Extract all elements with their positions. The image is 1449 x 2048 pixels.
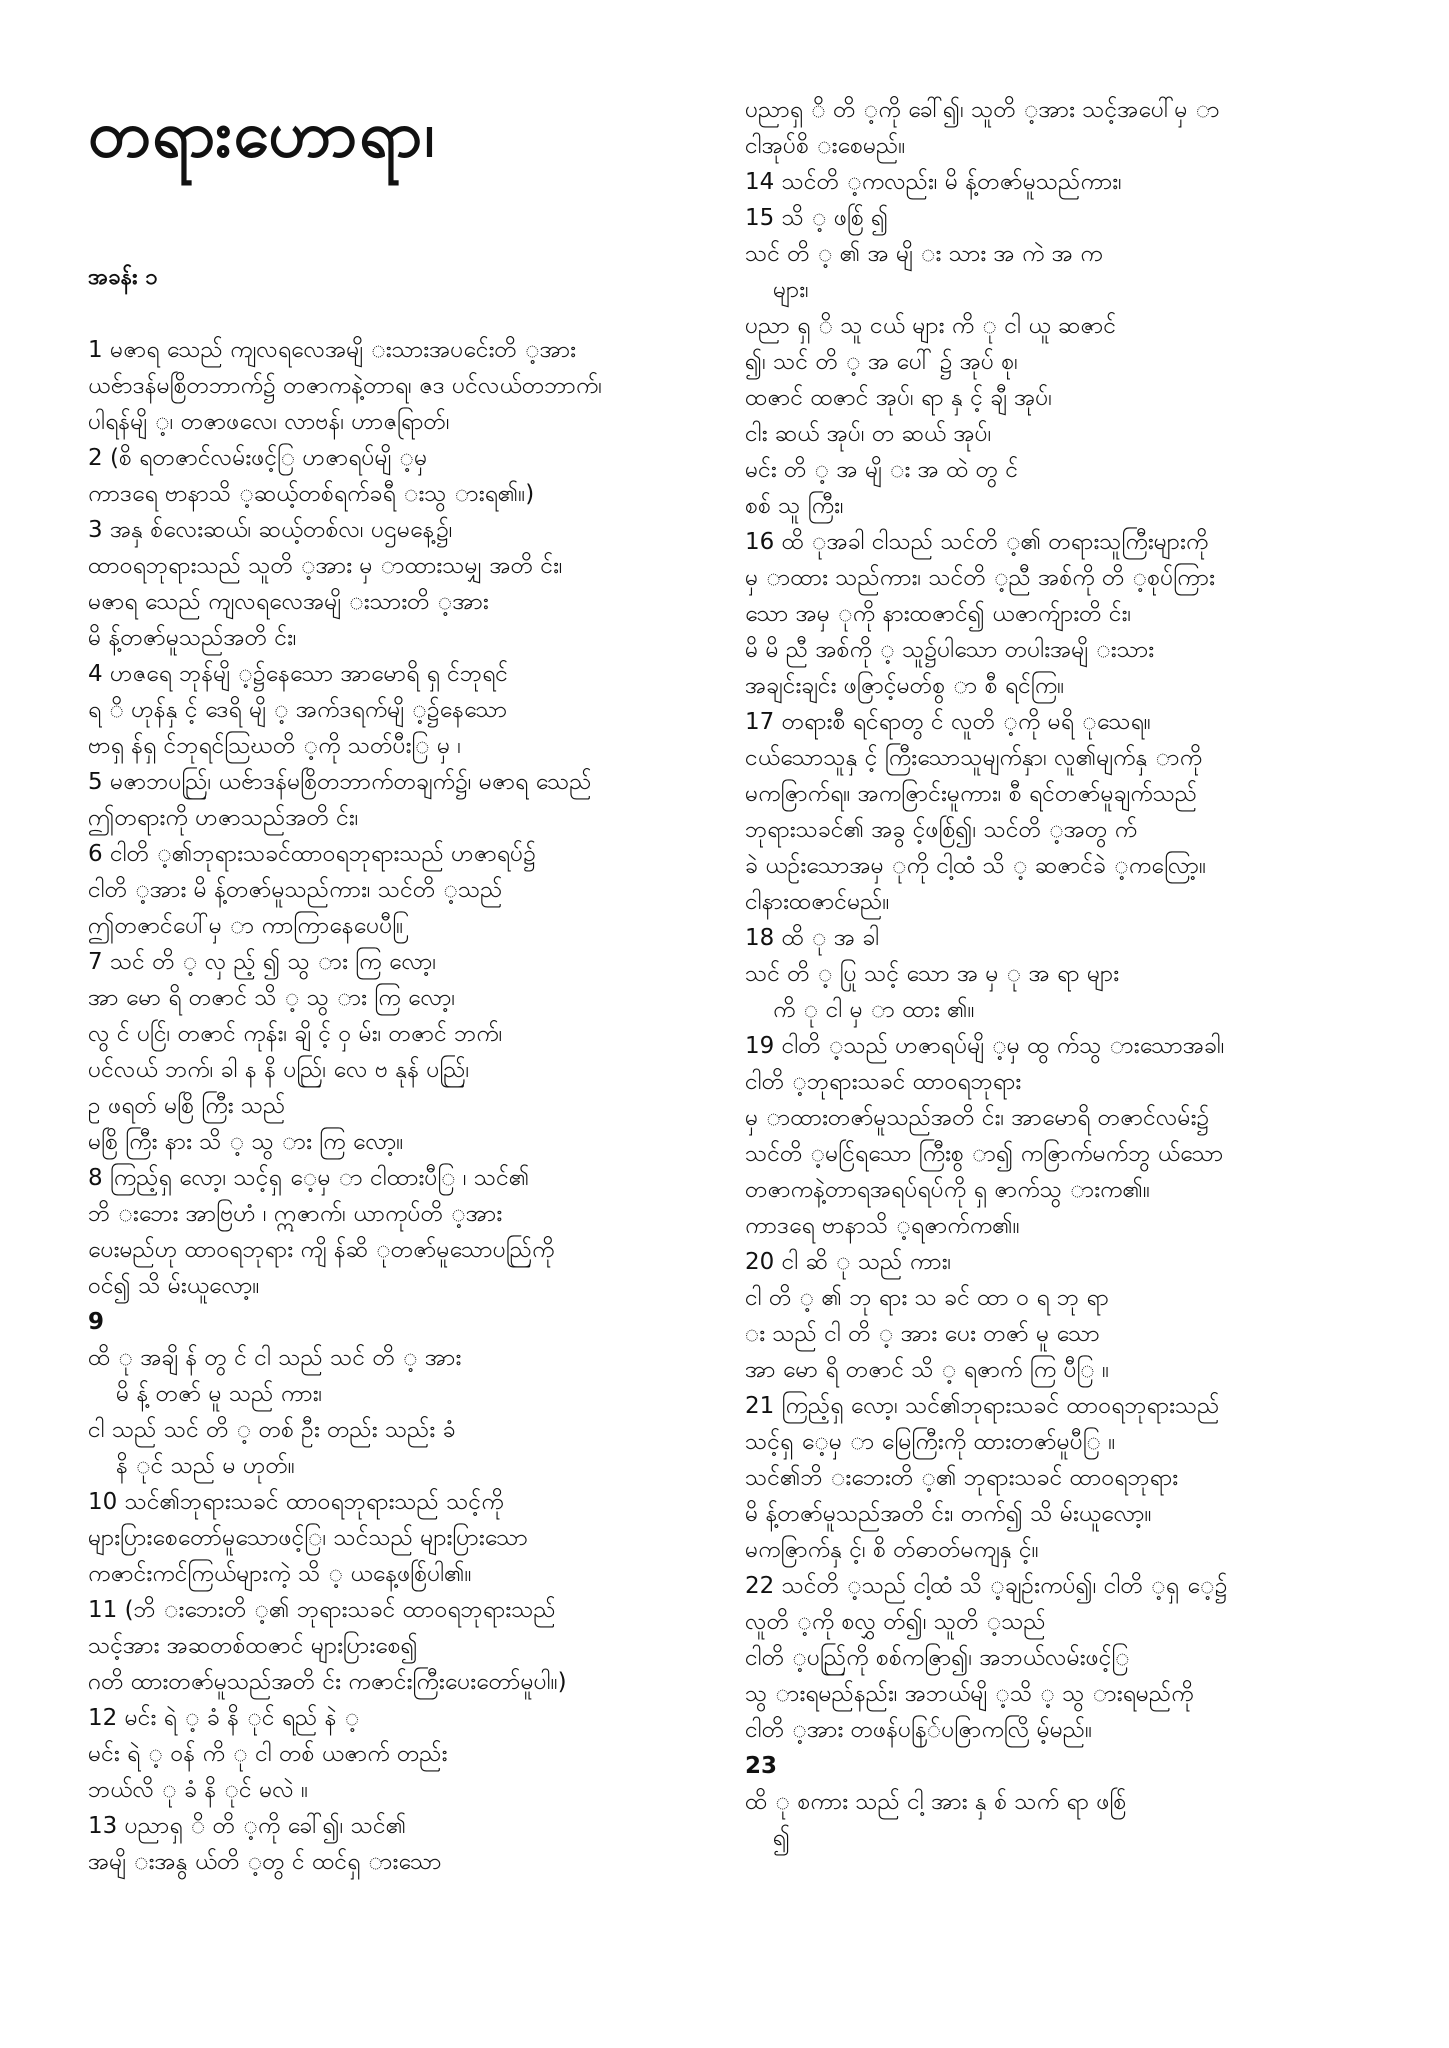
text-line: 6 ငါတိ ့၏ဘုရားသခင်ထာဝရဘုရားသည် ဟဇာရပ်၌ bbox=[88, 841, 536, 867]
text-line: 14 သင်တိ ့ကလည်း၊ မိ န့်တဇာ်မူသည်ကား၊ bbox=[745, 169, 1122, 195]
text-line: ရ ိ ဟုန်နှ င့် ဒေရိ မျိ ့ အက်ဒရက်မျိ ့၌နေသော bbox=[88, 697, 508, 723]
text-line: ဗာရှ န်ရှ င်ဘုရင်သြဃတိ ့ကို သတ်ပီးြ မှ ၊ bbox=[88, 733, 462, 759]
text-line: သင်၏ဘိ းဘေးတိ ့၏ ဘုရားသခင် ထာဝရဘုရား bbox=[745, 1465, 1179, 1491]
text-line: ဂတိ ထားတဇာ်မူသည်အတိ င်း ကဇာင်းကြီးပေးတော်မူပါ။) bbox=[88, 1669, 567, 1695]
text-line: မိ န့်တဇာ်မူသည်အတိ င်း၊ တက်၍ သိ မ်းယူလော့။ bbox=[745, 1501, 1152, 1527]
text-line: သင်တိ ့မင်ြရသော ကြီးစွ ာ၍ ကဇြာက်မက်ဘွ ယ်သော bbox=[745, 1141, 1224, 1167]
text-line: ဤတရားကို ဟဇာသည်အတိ င်း၊ bbox=[88, 805, 359, 831]
text-line: အချင်းချင်း ဖဇြာင့်မတ်စွ ာ စီ ရင်ကြ။ bbox=[745, 673, 1065, 699]
text-line: 20 ငါ ဆိ ု သည် ကား၊ bbox=[745, 1249, 952, 1275]
text-line: 19 ငါတိ ့သည် ဟဇာရပ်မျိ ့မှ ထွ က်သွ ားသောအခါ၊ bbox=[745, 1033, 1225, 1059]
text-line: ဘုရားသခင်၏ အခွ င့်ဖစ်ြ၍၊ သင်တိ ့အတွ က် bbox=[745, 817, 1138, 843]
text-line: အမျိ းအနွ ယ်တိ ့တွ င် ထင်ရှ ားသော bbox=[88, 1849, 442, 1875]
text-line: မင်း တိ ့ အ မျိ း အ ထဲ တွ င် bbox=[745, 457, 1019, 483]
text-line: နိ ုင် သည် မ ဟုတ်။ bbox=[116, 1453, 295, 1479]
text-line: ငါတိ ့ဘုရားသခင် ထာဝရဘုရား bbox=[745, 1069, 1022, 1095]
text-line: 16 ထိ ုအခါ ငါသည် သင်တိ ့၏ တရားသူကြီးများကို bbox=[745, 529, 1209, 555]
text-line: လွ င် ပင်ြ၊ တဇာင် ကုန်း၊ ချိ င့် ဝှ မ်း၊ တဇာင် ဘက်၊ bbox=[88, 1021, 503, 1047]
text-line: မင်း ရဲ ့ ဝန် ကိ ု ငါ တစ် ယဇာက် တည်း bbox=[88, 1741, 448, 1767]
text-line: သင့်ရှ ေ့မှ ာ မြေကြီးကို ထားတဇာ်မူပီြ ။ bbox=[745, 1429, 1116, 1455]
text-line: မှ ာထားတဇာ်မူသည်အတိ င်း၊ အာမောရိ တဇာင်လမ်း၌ bbox=[745, 1105, 1210, 1131]
text-line: 17 တရားစီ ရင်ရာတွ င် လူတိ ့ကို မရိ ုသေရ။ bbox=[745, 709, 1151, 735]
text-line: ငါနားထဇာင်မည်။ bbox=[745, 889, 890, 915]
text-line: သင် တိ ့ ၏ အ မျိ း သား အ ကဲ အ က bbox=[745, 241, 1103, 267]
text-line: မစြိ ကြီး နား သိ ့ သွ ား ကြ လော့။ bbox=[88, 1129, 404, 1155]
text-line: 3 အနှ စ်လေးဆယ်၊ ဆယ့်တစ်လ၊ ပဌမနေ့၌၊ bbox=[88, 517, 453, 543]
left-text-column bbox=[88, 332, 700, 1880]
text-line: ထိ ု အချိ န် တွ င် ငါ သည် သင် တိ ့ အား bbox=[88, 1345, 462, 1371]
text-line: တဇာကနဲ့တာရအရပ်ရပ်ကို ရှ ဇာက်သွ ားက၏။ bbox=[745, 1177, 1150, 1203]
text-line: ဤတဇာင်ပေါ်မှ ာ ကာကြာနေပေပီ။ြ bbox=[88, 913, 404, 939]
text-line: ကဇာင်းကင်ကြယ်များကဲ့ သိ ့ ယနေ့ဖစ်ြပါ၏။ bbox=[88, 1561, 472, 1587]
text-line: ငါတိ ့ပည်ြကို စစ်ကဇြာ၍၊ အဘယ်လမ်းဖင့်ြ bbox=[745, 1645, 1130, 1671]
text-line: အာ မော ရိ တဇာင် သိ ့ ရဇာက် ကြ ပီြ ။ bbox=[745, 1357, 1110, 1383]
text-line: သွ ားရမည်နည်း၊ အဘယ်မျိ ့သိ ့ သွ ားရမည်ကို bbox=[745, 1681, 1194, 1707]
text-line: အာ မော ရိ တဇာင် သိ ့ သွ ား ကြ လော့၊ bbox=[88, 985, 456, 1011]
text-line: ထဇာင် ထဇာင် အုပ်၊ ရာ နှ င့် ချီ အုပ်၊ bbox=[745, 385, 1053, 411]
text-line: ကာဒရေ ဗာနာသိ ့ရဇာက်က၏။ bbox=[745, 1213, 1020, 1239]
text-line: း သည် ငါ တိ ့ အား ပေး တဇာ် မူ သော bbox=[745, 1321, 1100, 1347]
text-line: ခဲ ယဉ်းသောအမှ ုကို ငါ့ထံ သိ ့ ဆဇာင်ခဲ ့ကလြော့။ bbox=[745, 853, 1207, 879]
text-line: ပညာရှ ိ တိ ့ကို ခေါ်၍၊ သူတိ ့အား သင့်အပေါ်မှ ာ bbox=[745, 97, 1220, 123]
text-line: ပါရန်မျိ ့၊ တဇာဖလေ၊ လာဗန်၊ ဟာဇရြာတ်၊ bbox=[88, 409, 450, 435]
text-line: ငါတိ ့အား မိ န့်တဇာ်မူသည်ကား၊ သင်တိ ့သည် bbox=[88, 877, 503, 903]
text-line: 8 ကြည့်ရှ လော့၊ သင့်ရှ ေ့မှ ာ ငါထားပီြ ၊ သင်၏ bbox=[88, 1165, 530, 1191]
text-line: 4 ဟဇရေ ဘုန်မျိ ့၌နေသော အာမောရိ ရှ င်ဘုရင် bbox=[88, 661, 509, 687]
text-line: မိ မိ ညီ အစ်ကို ့ သူ၌ပါသော တပါးအမျိ းသား bbox=[745, 637, 1155, 663]
text-line: များ၊ bbox=[773, 277, 809, 303]
text-line: 10 သင်၏ဘုရားသခင် ထာဝရဘုရားသည် သင့်ကို bbox=[88, 1489, 504, 1515]
text-line: 7 သင် တိ ့ လှ ည့် ၍ သွ ား ကြ လော့၊ bbox=[88, 949, 437, 975]
text-line: မကဇြာက်နှ င့်၊ စိ တ်ဓာတ်မကျနှ င့်။ bbox=[745, 1537, 1039, 1563]
text-line: 11 (ဘိ းဘေးတိ ့၏ ဘုရားသခင် ထာဝရဘုရားသည် bbox=[88, 1597, 556, 1623]
text-line: သင့်အား အဆတစ်ထဇာင် များပြားစေ၍ bbox=[88, 1633, 418, 1659]
text-line: ငါး ဆယ် အုပ်၊ တ ဆယ် အုပ်၊ bbox=[745, 421, 992, 447]
text-line: ထာဝရဘုရားသည် သူတိ ့အား မှ ာထားသမျှ အတိ င်း၊ bbox=[88, 553, 563, 579]
text-line: ဝင်၍ သိ မ်းယူလော့။ bbox=[88, 1273, 260, 1299]
text-line: ပညာ ရှ ိ သူ ငယ် များ ကိ ု ငါ ယူ ဆဇာင် bbox=[745, 313, 1117, 339]
text-line: ထိ ု စကား သည် ငါ့ အား နှ စ် သက် ရာ ဖစ်ြ bbox=[745, 1789, 1127, 1815]
text-line: မဇာရ သေည် ကျလရလေအမျိ းသားတိ ့အား bbox=[88, 589, 489, 615]
text-line: 13 ပညာရှ ိ တိ ့ကို ခေါ်၍၊ သင်၏ bbox=[88, 1813, 407, 1839]
text-line: လူတိ ့ကို စလွှ တ်၍၊ သူတိ ့သည် bbox=[745, 1609, 1046, 1635]
text-line: ကာဒရေ ဗာနာသိ ့ဆယ့်တစ်ရက်ခရီ းသွ ားရ၏။) bbox=[88, 481, 535, 507]
text-line: ဘယ်လိ ု ခံ နိ ုင် မလဲ ။ bbox=[88, 1777, 309, 1803]
verse-number: 9 bbox=[88, 1309, 105, 1335]
text-line: ၍ bbox=[773, 1825, 791, 1851]
text-line: 22 သင်တိ ့သည် ငါ့ထံ သိ ့ချဉ်းကပ်၍၊ ငါတိ ့ရှ ေ့၌ bbox=[745, 1573, 1228, 1599]
text-line: ငါ တိ ့ ၏ ဘု ရား သ ခင် ထာ ဝ ရ ဘု ရာ bbox=[745, 1285, 1110, 1311]
text-line: သော အမှ ုကို နားထဇာင်၍ ယဇာက်ျားတိ င်း၊ bbox=[745, 601, 1132, 627]
text-line: ပေးမည်ဟု ထာဝရဘုရား ကျိ န်ဆိ ုတဇာ်မူသောပည်ြကို bbox=[88, 1237, 555, 1263]
right-text-column bbox=[745, 92, 1361, 1856]
text-line: 15 သိ ့ ဖစ်ြ ၍ bbox=[745, 205, 889, 231]
text-line: မကဇြာက်ရ။ အကဇြာင်းမူကား၊ စီ ရင်တဇာ်မူချက်သည် bbox=[745, 781, 1198, 807]
verse-number: 23 bbox=[745, 1753, 778, 1779]
text-line: 5 မဇာဘပည်ြ၊ ယၔ်ာဒန်မစြိတဘာက်တချက်၌၊ မဇာရ သေည် bbox=[88, 769, 592, 795]
text-line: 2 (စိ ရတဇာင်လမ်းဖင့်ြ ဟဇာရပ်မျိ ့မှ bbox=[88, 445, 428, 471]
text-line: 18 ထိ ု အ ခါ bbox=[745, 925, 880, 951]
text-line: 12 မင်း ရဲ ့ ခံ နိ ုင် ရည် နဲ ့ bbox=[88, 1705, 360, 1731]
text-line: သင် တိ ့ ပြု သင့် သော အ မှ ု အ ရာ များ bbox=[745, 961, 1120, 987]
text-line: မှ ာထား သည်ကား၊ သင်တိ ့ညီ အစ်ကို တိ ့စုပ်ကြား bbox=[745, 565, 1215, 591]
text-line: 1 မဇာရ သေည် ကျလရလေအမျိ းသားအပင်ေးတိ ့အား bbox=[88, 337, 577, 363]
text-line: ဘိ းဘေး အာဗြဟံ ၊ ဣဇာက်၊ ယာကုပ်တိ ့အား bbox=[88, 1201, 503, 1227]
text-line: မိ န့် တဇာ် မူ သည် ကား၊ bbox=[116, 1381, 323, 1407]
text-line: စစ် သူ ကြီး၊ bbox=[745, 493, 844, 519]
text-line: ဥ ဖရတ် မစြိ ကြီး သည် bbox=[88, 1093, 286, 1119]
text-line: ငါအုပ်စိ းစေမည်။ bbox=[745, 133, 906, 159]
chapter-heading: အခန်း ၁ bbox=[88, 265, 158, 290]
text-line: ယၔ်ာဒန်မစြိတဘာက်၌ တဇာကနဲ့တာရ၊ ဇဒ ပင်လယ်တဘာက်၊ bbox=[88, 373, 602, 399]
page-title: တရားဟောရာ၊ bbox=[88, 98, 437, 172]
text-line: ပင်လယ် ဘက်၊ ခါ န နိ ပည်ြ၊ လေ ဗ နုန် ပည်ြ၊ bbox=[88, 1057, 470, 1083]
text-line: ငါ သည် သင် တိ ့ တစ် ဦး တည်း သည်း ခံ bbox=[88, 1417, 456, 1443]
text-line: 21 ကြည့်ရှ လော့၊ သင်၏ဘုရားသခင် ထာဝရဘုရားသည် bbox=[745, 1393, 1220, 1419]
text-line: ကိ ု ငါ မှ ာ ထား ၏။ bbox=[773, 997, 975, 1023]
text-line: ငါတိ ့အား တဖန်ပနြ်ပဇြာကလြိ မ့်မည်။ bbox=[745, 1717, 1093, 1743]
text-line: ငယ်သောသူနှ င့် ကြီးသောသူမျက်နှာ၊ လူ၏မျက်နှ ာကို bbox=[745, 745, 1203, 771]
text-line: မိ န့်တဇာ်မူသည်အတိ င်း၊ bbox=[88, 625, 297, 651]
text-line: များပြားစေတော်မူသောဖင့်ြ၊ သင်သည် များပြားသော bbox=[88, 1525, 528, 1551]
text-line: ၍၊ သင် တိ ့ အ ပေါ် ၌ အုပ် စု၊ bbox=[745, 349, 1018, 375]
